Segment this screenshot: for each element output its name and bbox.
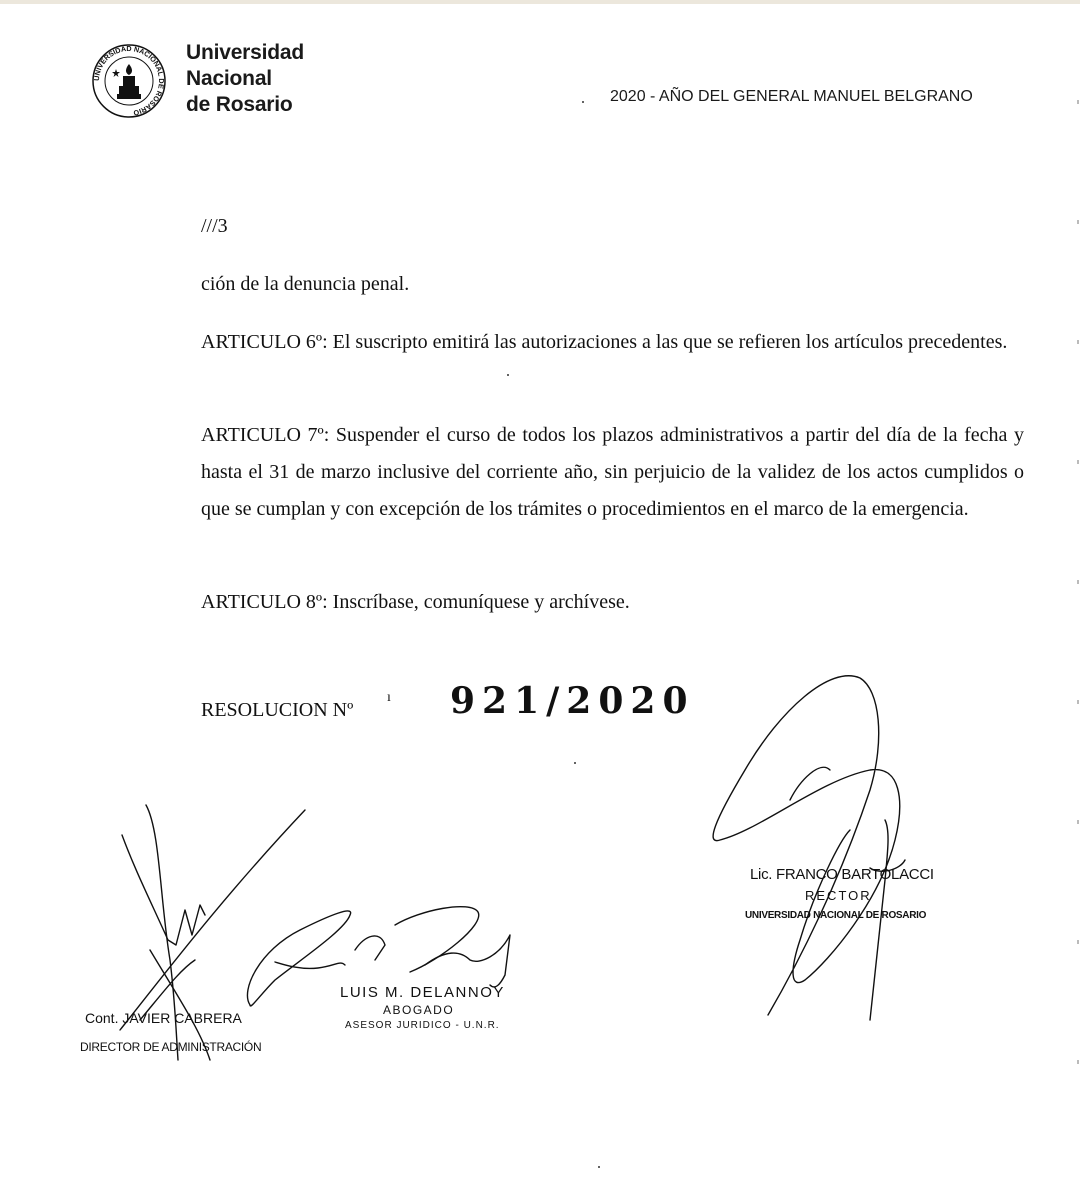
stamp-mark: ı — [387, 690, 391, 705]
scan-speck — [598, 1166, 600, 1168]
scan-edge — [1077, 40, 1079, 1140]
continuation-paragraph: ción de la denuncia penal. — [201, 273, 410, 295]
delannoy-signature — [247, 911, 350, 1006]
scan-speck — [582, 101, 584, 103]
year-motto: 2020 - AÑO DEL GENERAL MANUEL BELGRANO — [610, 88, 973, 105]
cabrera-title: DIRECTOR DE ADMINISTRACIÓN — [80, 1040, 262, 1054]
university-name-line-3: de Rosario — [186, 93, 293, 116]
university-name-line-1: Universidad — [186, 41, 305, 64]
article-8-text: ARTICULO 8º: Inscríbase, comuníquese y archívese. — [201, 591, 630, 613]
continuation-text — [201, 266, 1024, 303]
resolution-number: 921/2020 — [450, 680, 695, 722]
bartolacci-name: Lic. FRANCO BARTOLACCI — [750, 866, 934, 883]
article-7 — [201, 417, 1024, 528]
resolution-label: RESOLUCION Nº — [201, 699, 354, 721]
bartolacci-signature — [713, 676, 900, 1015]
bartolacci-institution: UNIVERSIDAD NACIONAL DE ROSARIO — [745, 910, 927, 921]
bartolacci-title: RECTOR — [805, 888, 872, 903]
article-7-text: ARTICULO 7º: Suspender el curso de todos los plazos administrativos a partir del día de la fecha y hasta el 31 de marzo inclusive del corriente año, sin perjuicio de la validez de los actos cumplidos o que se cumplan y con excepción de los trámites o procedimientos en el marco de la emergencia. — [201, 424, 1024, 520]
university-seal-icon — [90, 42, 168, 120]
delannoy-name: LUIS M. DELANNOY — [340, 984, 505, 1001]
cabrera-name: Cont. JAVIER CABRERA — [85, 1010, 242, 1026]
scan-speck — [574, 762, 576, 764]
university-name-line-2: Nacional — [186, 67, 272, 90]
university-name — [186, 40, 304, 118]
delannoy-title: ABOGADO — [383, 1003, 455, 1017]
article-6 — [201, 324, 1024, 361]
page-reference: ///3 — [201, 215, 228, 237]
cabrera-signature — [122, 835, 205, 945]
scan-speck — [507, 374, 509, 376]
seal-ring-text: UNIVERSIDAD NACIONAL DE ROSARIO — [91, 43, 167, 118]
top-edge — [0, 0, 1080, 4]
delannoy-subtitle: ASESOR JURIDICO - U.N.R. — [345, 1020, 500, 1031]
article-6-text: ARTICULO 6º: El suscripto emitirá las autorizaciones a las que se refieren los artículos precedentes. — [201, 331, 1008, 353]
article-8 — [201, 584, 1024, 621]
